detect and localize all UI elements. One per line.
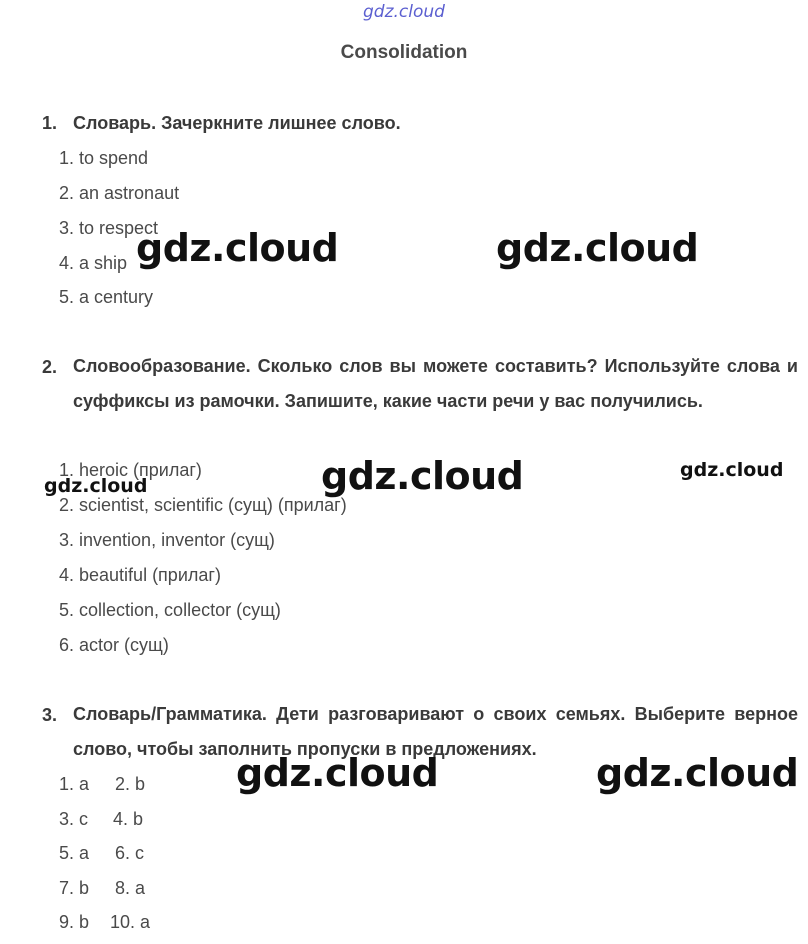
watermark: gdz.cloud [596, 751, 799, 795]
section-2-number: 2. [42, 357, 58, 377]
answer-item: 8. a [115, 878, 146, 898]
watermark: gdz.cloud [236, 751, 439, 795]
answer-item: 9. b [59, 912, 90, 932]
answer-item: 4. b [113, 809, 144, 829]
answer-item: 3. c [59, 809, 89, 829]
section-1-heading: Словарь. Зачеркните лишнее слово. [73, 113, 401, 133]
section-3-number: 3. [42, 705, 58, 725]
section-1-number: 1. [42, 113, 58, 133]
list-item: 1. to spend [59, 148, 149, 168]
list-item: 2. scientist, scientific (сущ) (прилаг) [59, 495, 347, 515]
answer-item: 1. a [59, 774, 90, 794]
list-item: 5. a century [59, 287, 154, 307]
list-item: 4. a ship [59, 253, 128, 273]
section-3-heading: Словарь/Грамматика. Дети разговаривают о своих семьях. Выберите верное слово, чтобы заполнить пропуски в предложениях. [73, 704, 798, 759]
top-watermark: gdz.cloud [363, 2, 445, 22]
watermark: gdz.cloud [136, 226, 339, 270]
watermark: gdz.cloud [44, 475, 148, 497]
section-2-heading: Словообразование. Сколько слов вы можете составить? Используйте слова и суффиксы из рамочки. Запишите, какие части речи у вас получились. [73, 356, 798, 411]
list-item: 3. to respect [59, 218, 159, 238]
answer-item: 6. c [115, 843, 145, 863]
watermark: gdz.cloud [321, 454, 524, 498]
list-item: 3. invention, inventor (сущ) [59, 530, 275, 550]
answer-item: 2. b [115, 774, 146, 794]
watermark: gdz.cloud [680, 459, 784, 481]
list-item: 4. beautiful (прилаг) [59, 565, 221, 585]
answer-item: 10. a [110, 912, 151, 932]
list-item: 2. an astronaut [59, 183, 180, 203]
page-title: Consolidation [340, 42, 468, 63]
list-item: 5. collection, collector (сущ) [59, 600, 281, 620]
watermark: gdz.cloud [496, 226, 699, 270]
list-item: 1. heroic (прилаг) [59, 460, 202, 480]
answer-item: 5. a [59, 843, 90, 863]
answer-item: 7. b [59, 878, 90, 898]
list-item: 6. actor (сущ) [59, 635, 169, 655]
